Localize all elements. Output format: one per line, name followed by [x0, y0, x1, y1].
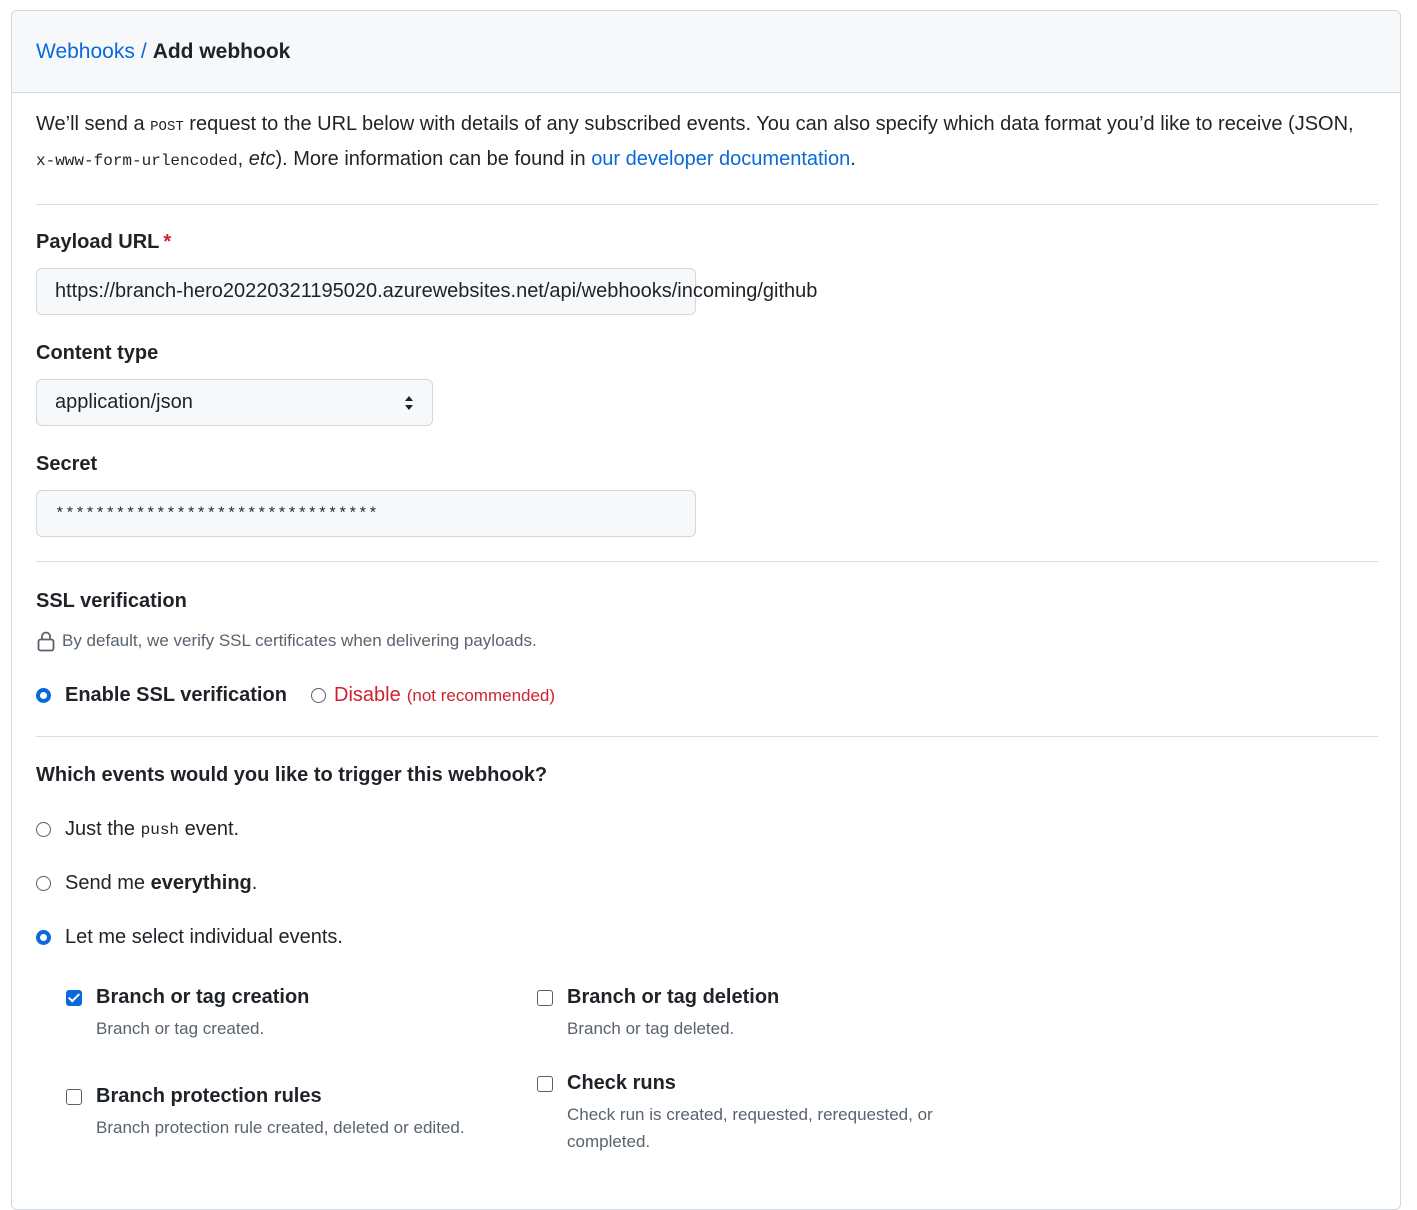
post-code: POST	[150, 119, 184, 135]
page-title: Add webhook	[152, 39, 291, 63]
event-option-everything[interactable]	[36, 872, 257, 895]
payload-url-label	[36, 231, 171, 254]
payload-url-value: https://branch-hero20220321195020.azurewebsites.net/api/webhooks/incoming/github	[55, 280, 818, 302]
secret-label: Secret	[36, 453, 98, 475]
ssl-enable-option[interactable]	[36, 684, 287, 707]
event-item[interactable]	[66, 1085, 486, 1141]
event-option-push[interactable]	[36, 818, 239, 841]
developer-docs-link[interactable]: our developer documentation	[591, 148, 851, 170]
event-item[interactable]	[537, 1072, 957, 1155]
intro-text-part: We’ll send a	[36, 113, 151, 135]
event-description: Branch or tag created.	[96, 1019, 265, 1038]
breadcrumb-webhooks-link[interactable]: Webhooks	[36, 39, 135, 63]
ssl-enable-radio[interactable]	[36, 688, 51, 703]
everything-option-text: Send me	[65, 872, 151, 894]
payload-url-label-text: Payload URL	[36, 231, 160, 253]
intro-text-part: ). More information can be found in	[275, 148, 592, 170]
breadcrumb	[12, 11, 1400, 93]
divider	[36, 204, 1378, 205]
ssl-disable-label: Disable	[334, 684, 401, 706]
everything-option-text: .	[251, 872, 258, 894]
event-title: Check runs	[567, 1072, 676, 1094]
event-checkbox[interactable]	[537, 1076, 553, 1092]
select-option-text: Let me select individual events.	[65, 926, 343, 948]
form-urlencoded-code: x-www-form-urlencoded	[36, 152, 238, 170]
push-option-text: event.	[179, 818, 240, 840]
intro-text-part: ,	[237, 148, 249, 170]
event-description: Branch protection rule created, deleted or edited.	[96, 1118, 465, 1137]
payload-url-input[interactable]	[36, 268, 818, 315]
everything-bold: everything	[150, 872, 252, 894]
event-checkbox[interactable]	[66, 990, 82, 1006]
event-title: Branch protection rules	[96, 1085, 322, 1107]
event-item[interactable]	[66, 986, 486, 1042]
ssl-disable-radio[interactable]	[311, 688, 326, 703]
event-title: Branch or tag creation	[96, 986, 310, 1008]
required-mark: *	[163, 231, 172, 253]
ssl-note-text: By default, we verify SSL certificates when delivering payloads.	[62, 631, 537, 650]
push-option-text: Just the	[65, 818, 141, 840]
content-type-label: Content type	[36, 342, 159, 364]
select-radio[interactable]	[36, 930, 51, 945]
intro-text-part: request to the URL below with details of any subscribed events. You can also specify which data format you’d like to receive (JSON,	[183, 113, 1354, 135]
ssl-disable-note: (not recommended)	[406, 685, 556, 705]
push-radio[interactable]	[36, 822, 51, 837]
events-question: Which events would you like to trigger this webhook?	[36, 764, 548, 786]
divider	[36, 561, 1378, 562]
lock-icon	[36, 630, 56, 652]
event-checkbox[interactable]	[537, 990, 553, 1006]
event-description: Check run is created, requested, rerequested, or completed.	[567, 1105, 933, 1151]
everything-radio[interactable]	[36, 876, 51, 891]
select-arrows-icon	[404, 395, 414, 411]
ssl-note	[36, 630, 537, 652]
event-option-select[interactable]	[36, 926, 343, 949]
push-code: push	[140, 820, 180, 839]
etc-text: etc	[248, 148, 276, 170]
secret-value: ********************************	[55, 504, 379, 523]
ssl-enable-label: Enable SSL verification	[65, 684, 287, 706]
event-title: Branch or tag deletion	[567, 986, 780, 1008]
intro-text-part: .	[850, 148, 856, 170]
secret-input[interactable]	[36, 490, 696, 537]
intro-text	[36, 108, 1356, 177]
breadcrumb-separator: /	[140, 39, 147, 63]
event-item[interactable]	[537, 986, 957, 1042]
ssl-verification-label: SSL verification	[36, 590, 187, 612]
content-type-value: application/json	[55, 391, 193, 413]
event-description: Branch or tag deleted.	[567, 1019, 735, 1038]
content-type-select[interactable]	[36, 379, 433, 426]
divider	[36, 736, 1378, 737]
ssl-disable-option[interactable]	[311, 684, 555, 707]
event-checkbox[interactable]	[66, 1089, 82, 1105]
